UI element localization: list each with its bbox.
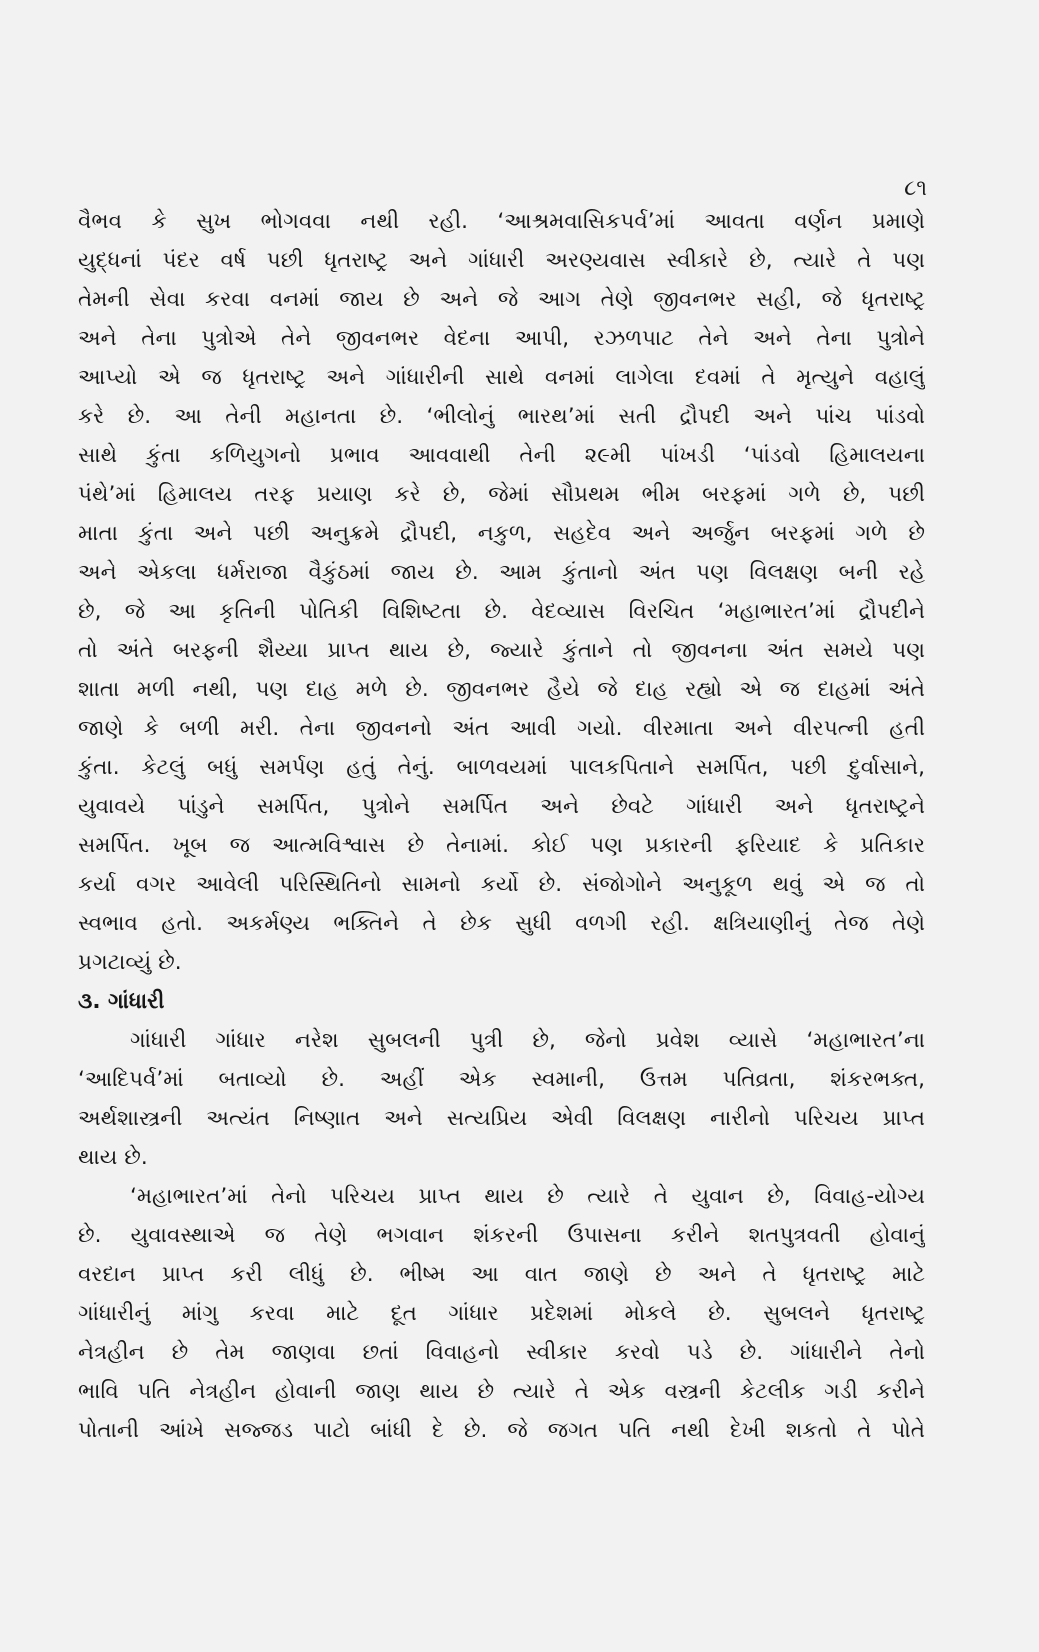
text-line: જાણે કે બળી મરી. તેના જીવનનો અંત આવી ગયો. વીરમાતા અને વીરપત્ની હતી: [78, 716, 925, 741]
text-line: યુવાવયે પાંડુને સમર્પિત, પુત્રોને સમર્પિત અને છેવટે ગાંધારી અને ધૃતરાષ્ટ્રને: [78, 794, 925, 819]
section-heading: ૩. ગાંધારી: [78, 989, 165, 1014]
text-line: ગાંધારી ગાંધાર નરેશ સુબલની પુત્રી છે, જેનો પ્રવેશ વ્યાસે ‘મહાભારત’ના: [130, 1028, 925, 1053]
text-line: પંથે’માં હિમાલય તરફ પ્રયાણ કરે છે, જેમાં સૌપ્રથમ ભીમ બરફમાં ગળે છે, પછી: [78, 482, 925, 507]
text-line: તેમની સેવા કરવા વનમાં જાય છે અને જે આગ તેણે જીવનભર સહી, જે ધૃતરાષ્ટ્ર: [78, 287, 925, 312]
text-line: કુંતા. કેટલું બધું સમર્પણ હતું તેનું. બાળવયમાં પાલકપિતાને સમર્પિત, પછી દુર્વાસાને,: [78, 755, 925, 780]
text-line: આપ્યો એ જ ધૃતરાષ્ટ્ર અને ગાંધારીની સાથે વનમાં લાગેલા દવમાં તે મૃત્યુને વહાલું: [78, 365, 925, 390]
text-line: ગાંધારીનું માંગુ કરવા માટે દૂત ગાંધાર પ્રદેશમાં મોકલે છે. સુબલને ધૃતરાષ્ટ્ર: [78, 1301, 925, 1326]
text-line: છે. યુવાવસ્થાએ જ તેણે ભગવાન શંકરની ઉપાસના કરીને શતપુત્રવતી હોવાનું: [78, 1223, 925, 1248]
text-line: સમર્પિત. ખૂબ જ આત્મવિશ્વાસ છે તેનામાં. કોઈ પણ પ્રકારની ફરિયાદ કે પ્રતિકાર: [78, 833, 925, 858]
text-line: ‘મહાભારત’માં તેનો પરિચય પ્રાપ્ત થાય છે ત્યારે તે યુવાન છે, વિવાહ-યોગ્ય: [130, 1184, 925, 1209]
text-line: સ્વભાવ હતો. અકર્મણ્ય ભક્તિને તે છેક સુધી વળગી રહી. ક્ષત્રિયાણીનું તેજ તેણે: [78, 911, 925, 936]
text-line: ભાવિ પતિ નેત્રહીન હોવાની જાણ થાય છે ત્યારે તે એક વસ્ત્રની કેટલીક ગડી કરીને: [78, 1379, 925, 1404]
text-line: માતા કુંતા અને પછી અનુક્રમે દ્રૌપદી, નકુળ, સહદેવ અને અર્જુન બરફમાં ગળે છે: [78, 521, 925, 546]
text-line: કર્યા વગર આવેલી પરિસ્થિતિનો સામનો કર્યો છે. સંજોગોને અનુકૂળ થવું એ જ તો: [78, 872, 925, 897]
page-body: [78, 202, 925, 1450]
text-line: યુદ્ધનાં પંદર વર્ષ પછી ધૃતરાષ્ટ્ર અને ગાંધારી અરણ્યવાસ સ્વીકારે છે, ત્યારે તે પણ: [78, 248, 925, 273]
text-line: શાતા મળી નથી, પણ દાહ મળે છે. જીવનભર હૈયે જે દાહ રહ્યો એ જ દાહમાં અંતે: [78, 677, 925, 702]
page-number: ૮૧: [904, 176, 927, 201]
text-line: અર્થશાસ્ત્રની અત્યંત નિષ્ણાત અને સત્યપ્રિય એવી વિલક્ષણ નારીનો પરિચય પ્રાપ્ત: [78, 1106, 925, 1131]
text-line: અને એકલા ધર્મરાજા વૈકુંઠમાં જાય છે. આમ કુંતાનો અંત પણ વિલક્ષણ બની રહે: [78, 560, 925, 585]
text-line: ‘આદિપર્વ’માં બતાવ્યો છે. અહીં એક સ્વમાની, ઉત્તમ પતિવ્રતા, શંકરભક્ત,: [78, 1067, 925, 1092]
text-line: વરદાન પ્રાપ્ત કરી લીધું છે. ભીષ્મ આ વાત જાણે છે અને તે ધૃતરાષ્ટ્ર માટે: [78, 1262, 925, 1287]
text-line: કરે છે. આ તેની મહાનતા છે. ‘ભીલોનું ભારથ’માં સતી દ્રૌપદી અને પાંચ પાંડવો: [78, 404, 925, 429]
text-line: થાય છે.: [78, 1145, 148, 1170]
text-line: નેત્રહીન છે તેમ જાણવા છતાં વિવાહનો સ્વીકાર કરવો પડે છે. ગાંધારીને તેનો: [78, 1340, 925, 1365]
text-line: પ્રગટાવ્યું છે.: [78, 950, 182, 975]
text-line: તો અંતે બરફની શૈય્યા પ્રાપ્ત થાય છે, જ્યારે કુંતાને તો જીવનના અંત સમયે પણ: [78, 638, 925, 663]
text-line: વૈભવ કે સુખ ભોગવવા નથી રહી. ‘આશ્રમવાસિકપર્વ’માં આવતા વર્ણન પ્રમાણે: [78, 209, 925, 234]
text-line: અને તેના પુત્રોએ તેને જીવનભર વેદના આપી, રઝળપાટ તેને અને તેના પુત્રોને: [78, 326, 925, 351]
text-line: પોતાની આંખે સજ્જડ પાટો બાંધી દે છે. જે જગત પતિ નથી દેખી શકતો તે પોતે: [78, 1418, 925, 1443]
text-line: છે, જે આ કૃતિની પોતિકી વિશિષ્ટતા છે. વેદવ્યાસ વિરચિત ‘મહાભારત’માં દ્રૌપદીને: [78, 599, 925, 624]
text-line: સાથે કુંતા કળિયુગનો પ્રભાવ આવવાથી તેની ૨૯મી પાંખડી ‘પાંડવો હિમાલયના: [78, 443, 925, 468]
